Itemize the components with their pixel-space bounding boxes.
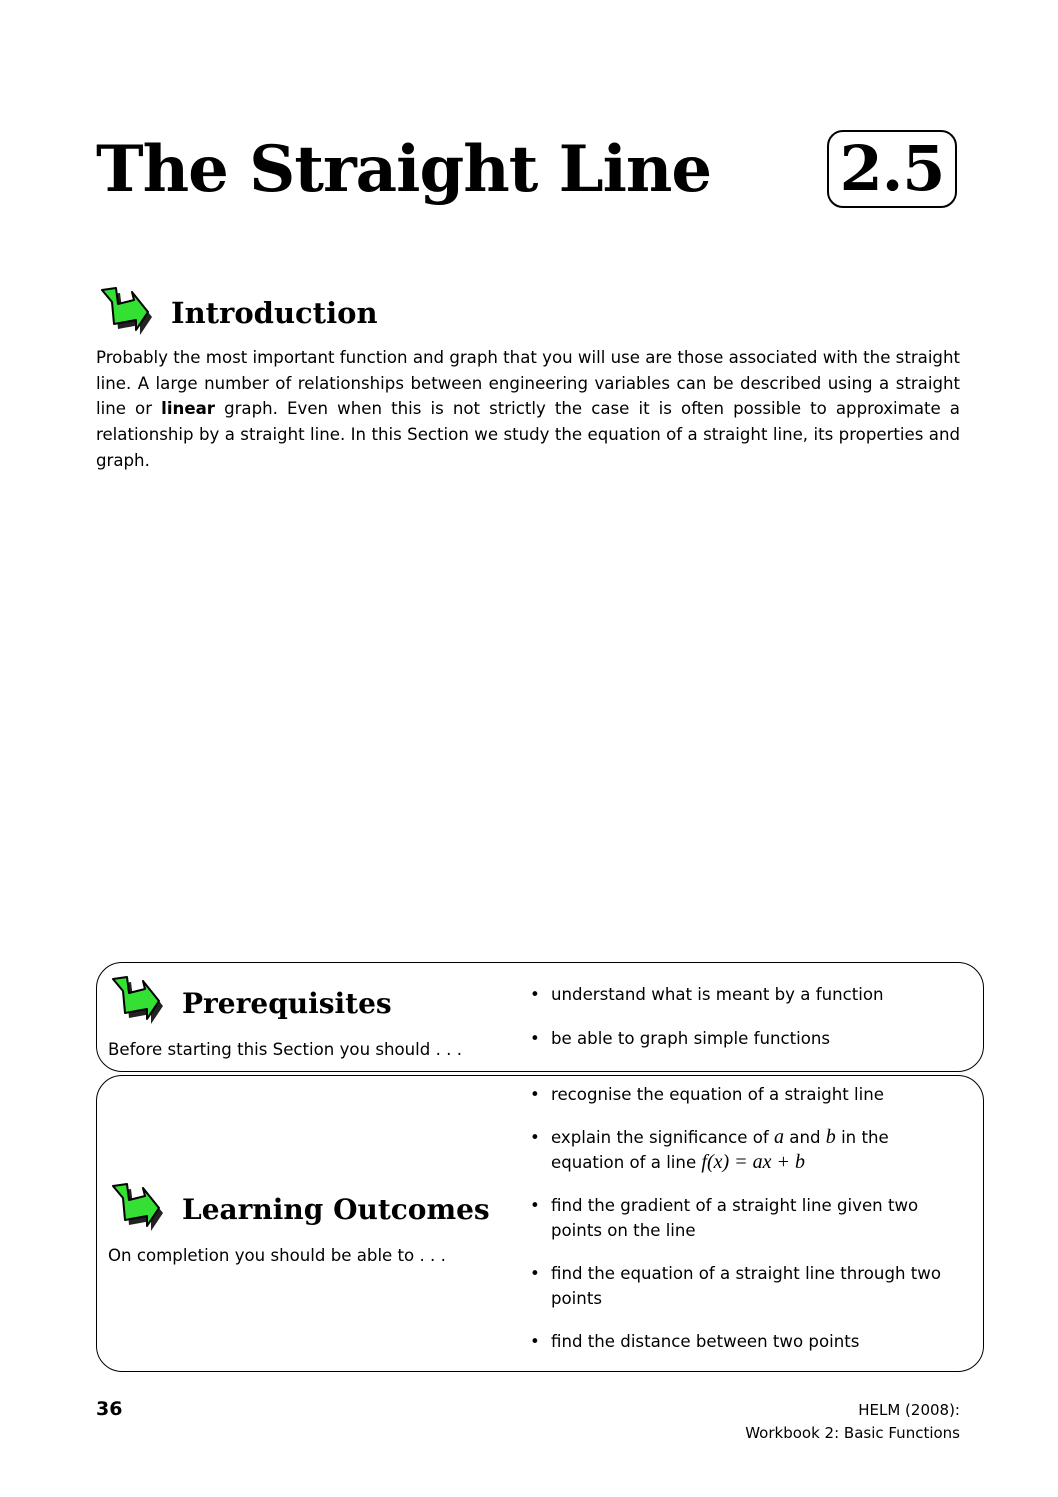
footer-source xyxy=(745,1399,960,1445)
green-zigzag-arrow-icon xyxy=(96,286,154,336)
list-item: • find the distance between two points xyxy=(530,1329,950,1354)
variable-a: a xyxy=(774,1126,785,1148)
bold-term-linear: linear xyxy=(161,399,215,419)
learning-outcomes-list xyxy=(530,1082,950,1354)
line-equation: f(x) = ax + b xyxy=(701,1151,806,1173)
prerequisites-list xyxy=(530,982,950,1051)
list-item: • find the gradient of a straight line given two points on the line xyxy=(530,1193,950,1243)
prerequisites-heading: Prerequisites xyxy=(182,987,392,1020)
list-item: • understand what is meant by a function xyxy=(530,982,950,1007)
page-number: 36 xyxy=(96,1398,123,1420)
footer-source-line-2: Workbook 2: Basic Functions xyxy=(745,1424,960,1442)
green-zigzag-arrow-icon xyxy=(107,975,165,1025)
list-item: • find the equation of a straight line through two points xyxy=(530,1261,950,1311)
green-zigzag-arrow-icon xyxy=(107,1182,165,1232)
introduction-paragraph: Probably the most important function and graph that you will use are those associated with the straight line. A large number of relationships between engineering variables can be described using a straight line or linear graph. Even when this is not strictly the case it is often possible to approximate a relationship by a straight line. In this Section we study the equation of a straight line, its properties and graph. xyxy=(96,348,960,470)
page-title: The Straight Line xyxy=(96,132,712,207)
list-item: • explain the significance of a and b in the equation of a line f(x) = ax + b xyxy=(530,1125,950,1175)
list-item: • recognise the equation of a straight line xyxy=(530,1082,950,1107)
learning-outcomes-caption: On completion you should be able to . . . xyxy=(108,1246,446,1265)
section-number-badge: 2.5 xyxy=(827,130,957,208)
list-item: • be able to graph simple functions xyxy=(530,1026,950,1051)
prerequisites-caption: Before starting this Section you should . . . xyxy=(108,1040,462,1059)
footer-source-line-1: HELM (2008): xyxy=(858,1401,960,1419)
variable-b: b xyxy=(825,1126,836,1148)
learning-outcomes-panel xyxy=(96,1075,984,1372)
prerequisites-panel xyxy=(96,962,984,1072)
introduction-heading: Introduction xyxy=(171,296,378,330)
learning-outcomes-heading: Learning Outcomes xyxy=(182,1193,490,1226)
